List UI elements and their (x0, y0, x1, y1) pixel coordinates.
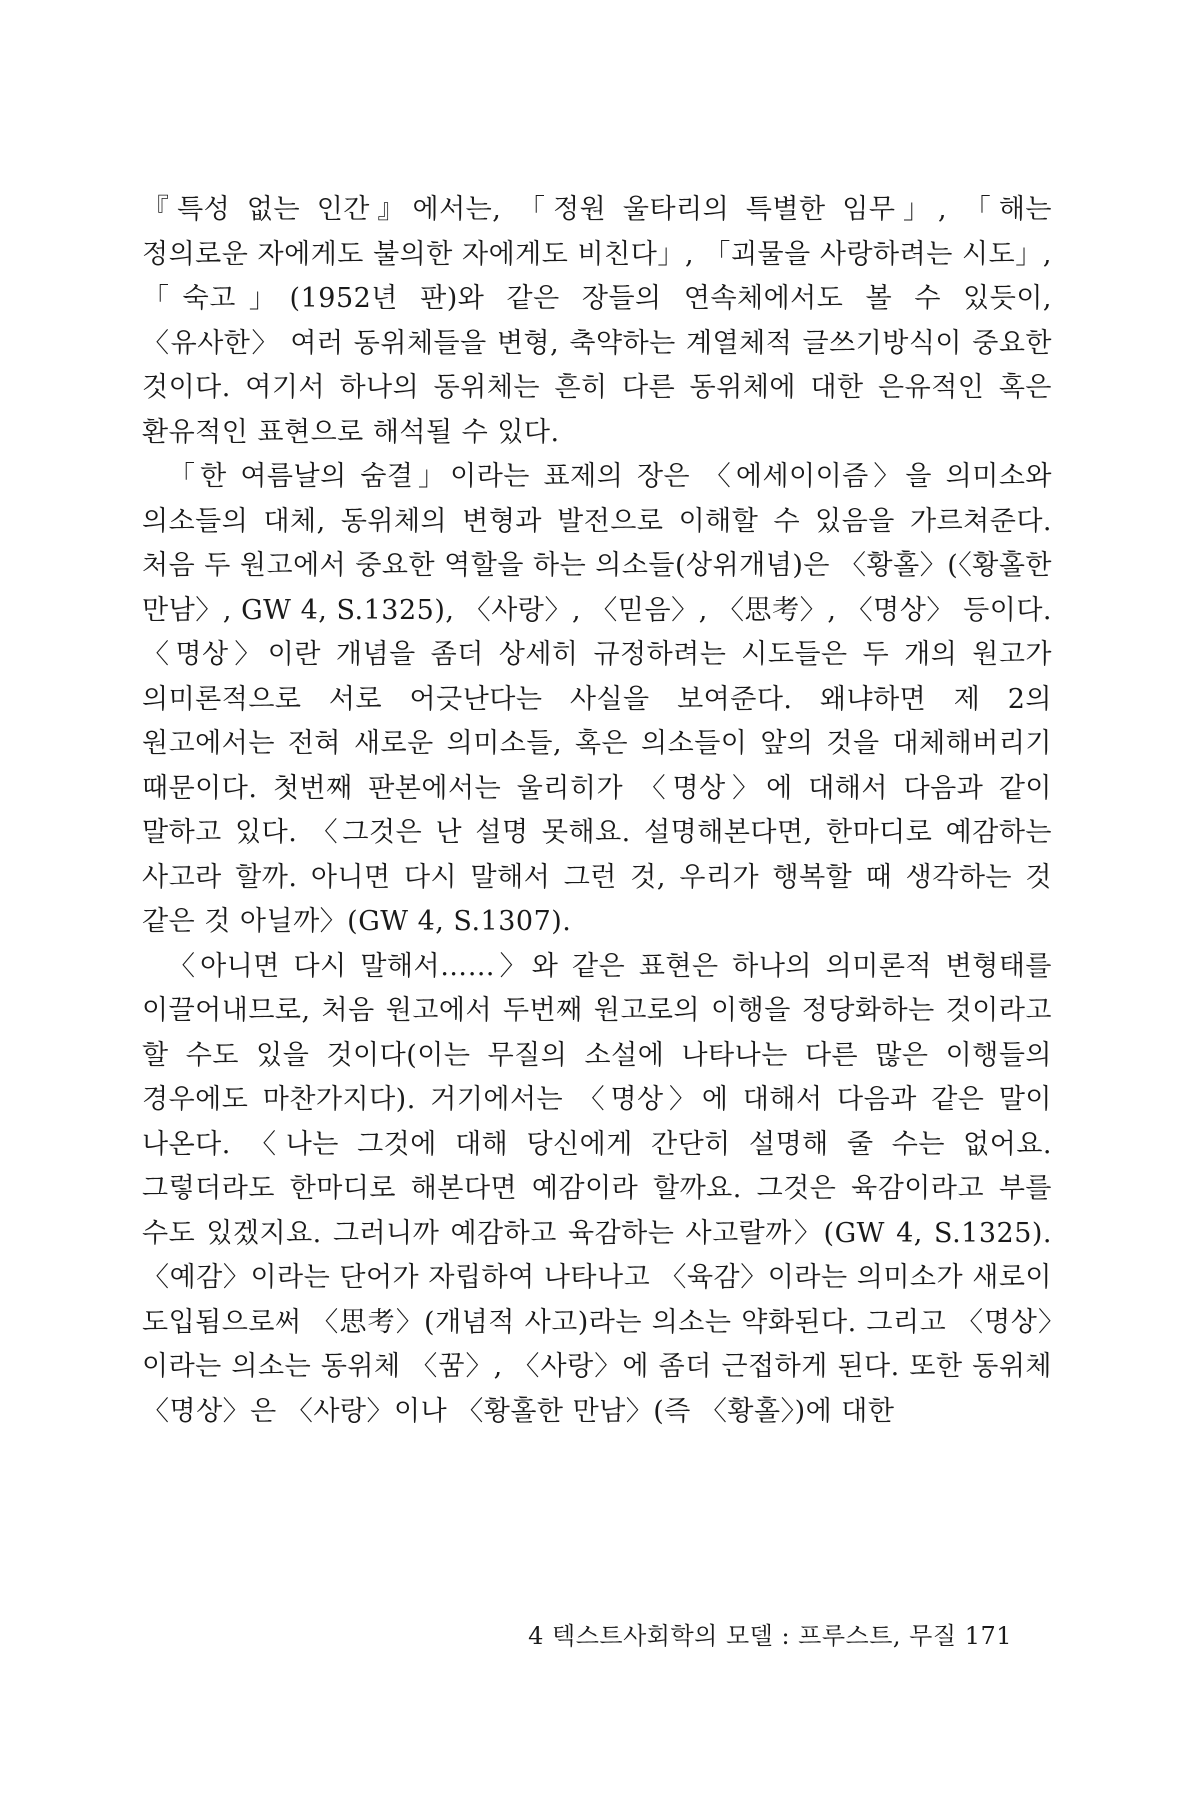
page-footer (142, 1616, 1012, 1651)
running-chapter-title: 4 텍스트사회학의 모델 : 프루스트, 무질 (528, 1622, 957, 1650)
paragraph-3: 〈아니면 다시 말해서……〉와 같은 표현은 하나의 의미론적 변형태를 이끌어내므로, 처음 원고에서 두번째 원고로의 이행을 정당화하는 것이라고 할 수도 있을 것이다(이는 무질의 소설에 나타나는 다른 많은 이행들의 경우에도 마찬가지다). 거기에서는 〈명상〉에 대해서 다음과 같은 말이 나온다. 〈나는 그것에 대해 당신에게 간단히 설명해 줄 수는 없어요. 그렇더라도 한마디로 해본다면 예감이라 할까요. 그것은 육감이라고 부를 수도 있겠지요. 그러니까 예감하고 육감하는 사고랄까〉(GW 4, S.1325). 〈예감〉이라는 단어가 자립하여 나타나고 〈육감〉이라는 의미소가 새로이 도입됨으로써 〈思考〉(개념적 사고)라는 의소는 약화된다. 그리고 〈명상〉이라는 의소는 동위체 〈꿈〉, 〈사랑〉에 좀더 근접하게 된다. 또한 동위체 〈명상〉은 〈사랑〉이나 〈황홀한 만남〉(즉 〈황홀〉)에 대한 (142, 950, 1052, 1427)
page-body (142, 188, 1052, 1434)
paragraph-1: 『특성 없는 인간』에서는, 「정원 울타리의 특별한 임무」, 「해는 정의로운 자에게도 불의한 자에게도 비친다」, 「괴물을 사랑하려는 시도」, 「숙고」(1952년 판)와 같은 장들의 연속체에서도 볼 수 있듯이, 〈유사한〉 여러 동위체들을 변형, 축약하는 계열체적 글쓰기방식이 중요한 것이다. 여기서 하나의 동위체는 흔히 다른 동위체에 대한 은유적인 혹은 환유적인 표현으로 해석될 수 있다. (142, 194, 1052, 448)
page-number: 171 (964, 1622, 1012, 1650)
paragraph-2: 「한 여름날의 숨결」이라는 표제의 장은 〈에세이이즘〉을 의미소와 의소들의 대체, 동위체의 변형과 발전으로 이해할 수 있음을 가르쳐준다. 처음 두 원고에서 중요한 역할을 하는 의소들(상위개념)은 〈황홀〉(〈황홀한 만남〉, GW 4, S.1325), 〈사랑〉, 〈믿음〉, 〈思考〉, 〈명상〉 등이다. 〈명상〉이란 개념을 좀더 상세히 규정하려는 시도들은 두 개의 원고가 의미론적으로 서로 어긋난다는 사실을 보여준다. 왜냐하면 제 2의 원고에서는 전혀 새로운 의미소들, 혹은 의소들이 앞의 것을 대체해버리기 때문이다. 첫번째 판본에서는 울리히가 〈명상〉에 대해서 다음과 같이 말하고 있다. 〈그것은 난 설명 못해요. 설명해본다면, 한마디로 예감하는 사고라 할까. 아니면 다시 말해서 그런 것, 우리가 행복할 때 생각하는 것 같은 것 아닐까〉(GW 4, S.1307). (142, 461, 1052, 937)
